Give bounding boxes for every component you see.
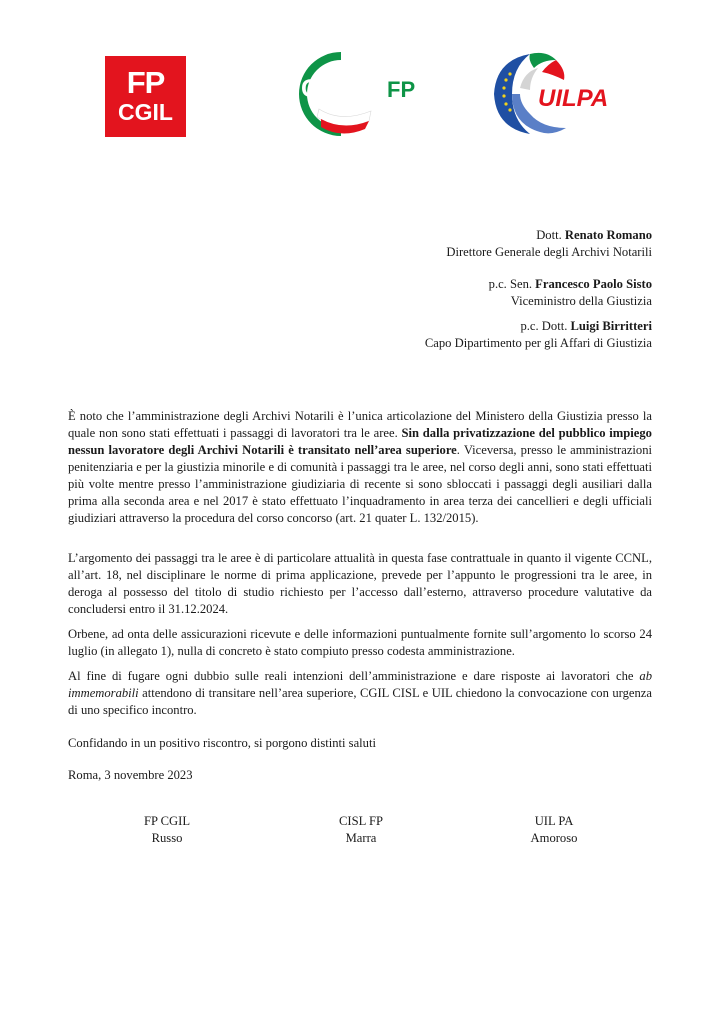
fp-cgil-logo-line2: CGIL — [118, 99, 173, 125]
paragraph-1-rest: . Viceversa, presso le amministrazioni penitenziaria e per la giustizia minorile e di comunità i passaggi tra le aree, nel corso degli anni, sono stati effettuati più volte mentre presso l’amministrazione giudiziaria di recente si sono sbloccati i passaggi degli ausiliari dalla prima alla seconda area e nel 2017 è stato effettuato l’inquadramento in area terza dei cancellieri e degli ufficiali giudiziari attraverso la procedura del corso concorso (art. 21 quater L. 132/2015). — [68, 443, 653, 525]
signature-3-name: Amoroso — [530, 831, 578, 845]
uilpa-logo-graphic — [490, 50, 618, 140]
recipient-1-name: Renato Romano — [564, 228, 652, 242]
uilpa-logo-text: UILPA — [538, 85, 609, 112]
paragraph-2: L’argomento dei passaggi tra le aree è di particolare attualità in questa fase contrattuale in quanto il vigente CCNL, all’art. 18, nel disciplinare le norme di prima applicazione, prevede per l’appunto le progressioni tra le aree, in deroga al possesso del titolo di studio richiesto per l’accesso dall’esterno, attraverso procedure valutative da concludersi entro il 31.12.2024. — [68, 551, 652, 616]
cisl-logo-suffix: FP — [387, 77, 416, 102]
recipient-1-line — [446, 227, 652, 244]
paragraph-4-intro: Al fine di fugare ogni dubbio sulle reali intenzioni dell’amministrazione e dare risposte ai lavoratori che — [68, 669, 640, 683]
signature-2-name: Marra — [345, 831, 377, 845]
recipient-block-3 — [425, 318, 652, 352]
recipient-3-line — [425, 318, 652, 335]
recipient-block-2 — [489, 276, 652, 310]
cisl-logo-text: CISL — [301, 75, 358, 103]
paragraph-1 — [68, 408, 652, 527]
paragraph-1-intro: È noto che l’amministrazione degli Archivi Notarili è l’unica articolazione del Ministero della Giustizia presso la quale non sono stati effettuati i passaggi di lavoratori tra le aree. — [68, 409, 652, 440]
uilpa-logo — [490, 50, 618, 140]
recipient-3-prefix: p.c. Dott. — [520, 319, 571, 333]
signature-3-org: UIL PA — [534, 814, 574, 828]
paragraph-3: Orbene, ad onta delle assicurazioni ricevute e delle informazioni puntualmente fornite sull’argomento lo scorso 24 luglio (in allegato 1), nulla di concreto è stato compiuto presso codesta amministrazione. — [68, 627, 652, 658]
cisl-fp-logo — [291, 49, 427, 137]
recipient-2-prefix: p.c. Sen. — [488, 277, 536, 291]
recipient-1-role: Direttore Generale degli Archivi Notarili — [446, 245, 652, 259]
recipient-2-line — [489, 276, 652, 293]
place-date: Roma, 3 novembre 2023 — [68, 768, 193, 782]
fp-cgil-logo — [105, 56, 186, 137]
recipient-block-1 — [446, 227, 652, 261]
paragraph-4-rest: attendono di transitare nell’area superiore, CGIL CISL e UIL chiedono la convocazione con urgenza di uno specifico incontro. — [68, 686, 652, 717]
cisl-fp-logo-graphic — [291, 49, 427, 137]
paragraph-1-bold: Sin dalla privatizzazione del pubblico impiego nessun lavoratore degli Archivi Notarili è transitato nell’area superiore — [68, 426, 652, 457]
recipient-2-role: Viceministro della Giustizia — [510, 294, 652, 308]
recipient-1-prefix: Dott. — [536, 228, 565, 242]
signature-2-org: CISL FP — [339, 814, 383, 828]
recipient-3-role: Capo Dipartimento per gli Affari di Giustizia — [424, 336, 652, 350]
signature-1-org: FP CGIL — [143, 814, 191, 828]
fp-cgil-logo-line1: FP — [126, 65, 165, 100]
signature-uil-pa — [494, 813, 614, 847]
paragraph-4-italic: ab immemorabili — [68, 669, 652, 700]
recipient-2-name: Francesco Paolo Sisto — [535, 277, 652, 291]
recipient-3-name: Luigi Birritteri — [570, 319, 652, 333]
signature-cisl-fp — [301, 813, 421, 847]
signature-fp-cgil — [107, 813, 227, 847]
closing-salutation: Confidando in un positivo riscontro, si porgono distinti saluti — [68, 736, 376, 750]
signature-1-name: Russo — [151, 831, 183, 845]
paragraph-4 — [68, 668, 652, 719]
